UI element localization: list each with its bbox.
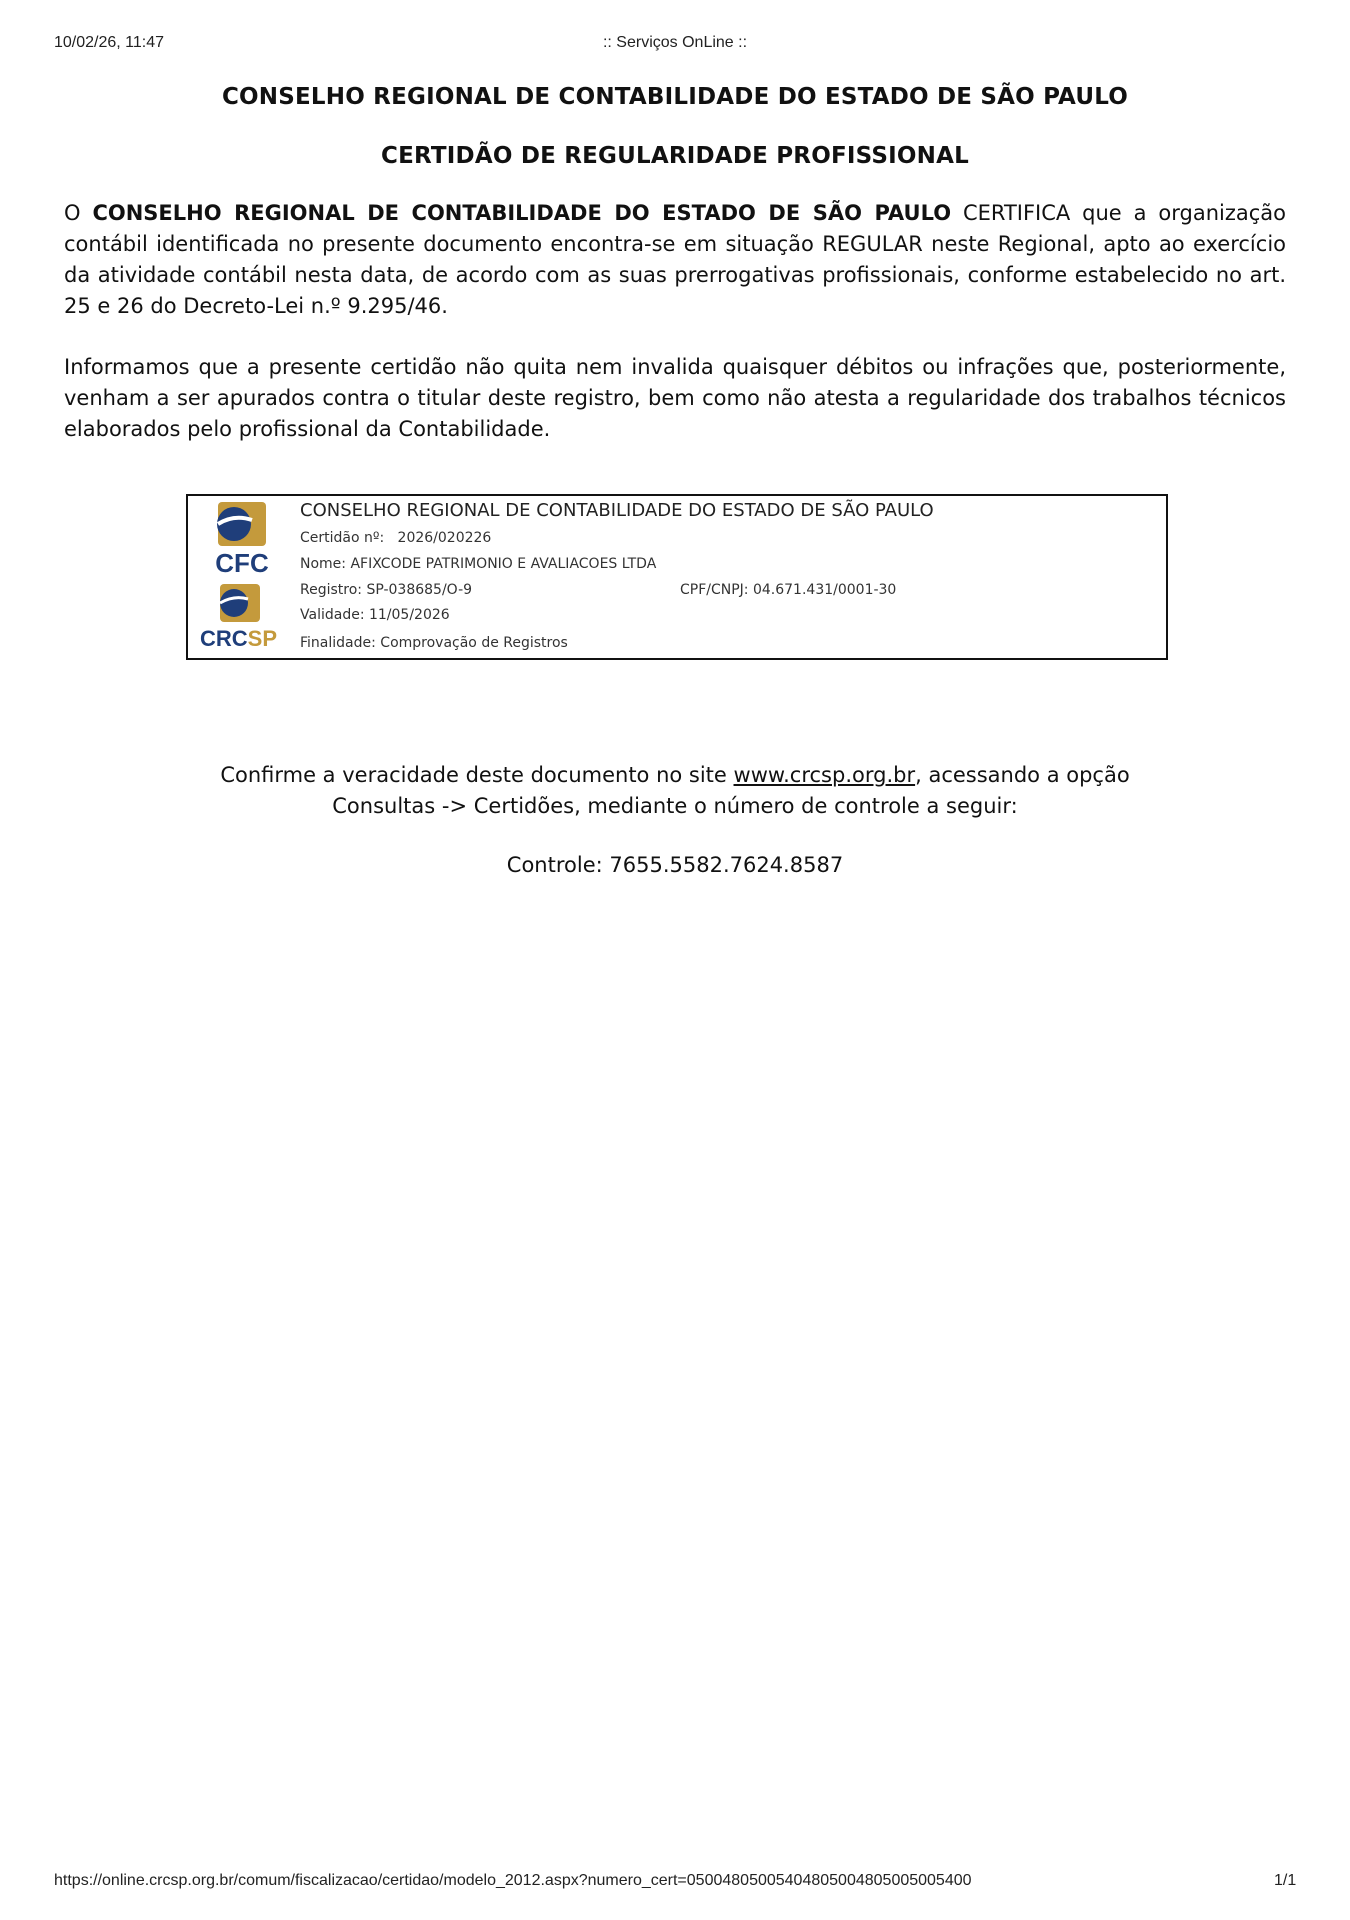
confirm-prefix: Confirme a veracidade deste documento no site: [220, 763, 734, 787]
confirm-suffix: , acessando a opção: [915, 763, 1130, 787]
validity-date: Validade: 11/05/2026: [300, 607, 450, 623]
cfc-emblem-circle: [217, 507, 251, 541]
crc-logo-text: CRC: [200, 626, 248, 651]
certification-paragraph: [64, 198, 1286, 322]
p1-bold: CONSELHO REGIONAL DE CONTABILIDADE DO ESTADO DE SÃO PAULO: [92, 201, 952, 225]
sp-logo-text: SP: [247, 626, 278, 651]
print-page-title: :: Serviços OnLine ::: [602, 34, 748, 51]
certificate-card: [186, 494, 1168, 660]
footer-url: https://online.crcsp.org.br/comum/fiscalizacao/certidao/modelo_2012.aspx?numero_cert=05004805005404805004805005005400: [54, 1872, 972, 1889]
page-number: 1/1: [1274, 1872, 1297, 1889]
p1-prefix: O: [64, 201, 93, 225]
document-title: CONSELHO REGIONAL DE CONTABILIDADE DO ESTADO DE SÃO PAULO: [221, 84, 1129, 110]
print-datetime: 10/02/26, 11:47: [54, 34, 165, 51]
p1-rest: CERTIFICA que a organização contábil identificada no presente documento encontra-se em situação REGULAR neste Regional, apto ao exercício da atividade contábil nesta data, de acordo com as suas prerrogativas profissionais, conforme estabelecido no art. 25 e 26 do Decreto-Lei n.º 9.295/46.: [64, 201, 1286, 318]
crcsp-site-link[interactable]: www.crcsp.org.br: [733, 763, 916, 787]
registration-number: Registro: SP-038685/O-9: [300, 582, 473, 598]
document-subtitle: CERTIDÃO DE REGULARIDADE PROFISSIONAL: [381, 143, 969, 169]
certidao-number: Certidão nº: 2026/020226: [300, 530, 492, 546]
card-title: CONSELHO REGIONAL DE CONTABILIDADE DO ESTADO DE SÃO PAULO: [300, 500, 934, 521]
confirm-line2: Consultas -> Certidões, mediante o número de controle a seguir:: [332, 794, 1018, 818]
cpf-cnpj: CPF/CNPJ: 04.671.431/0001-30: [680, 582, 897, 598]
holder-name: Nome: AFIXCODE PATRIMONIO E AVALIACOES LTDA: [300, 556, 657, 572]
disclaimer-paragraph: Informamos que a presente certidão não quita nem invalida quaisquer débitos ou infrações que, posteriormente, venham a ser apurados contra o titular deste registro, bem como não atesta a regularidade dos trabalhos técnicos elaborados pelo profissional da Contabilidade.: [64, 355, 1286, 441]
purpose: Finalidade: Comprovação de Registros: [300, 635, 568, 651]
cfc-logo-text: CFC: [215, 548, 269, 578]
crc-emblem-circle: [220, 589, 248, 617]
verification-instructions: [0, 760, 1350, 822]
crc-logo: [200, 500, 284, 658]
crcsp-logo-text: [200, 626, 277, 651]
control-number: Controle: 7655.5582.7624.8587: [506, 853, 844, 877]
